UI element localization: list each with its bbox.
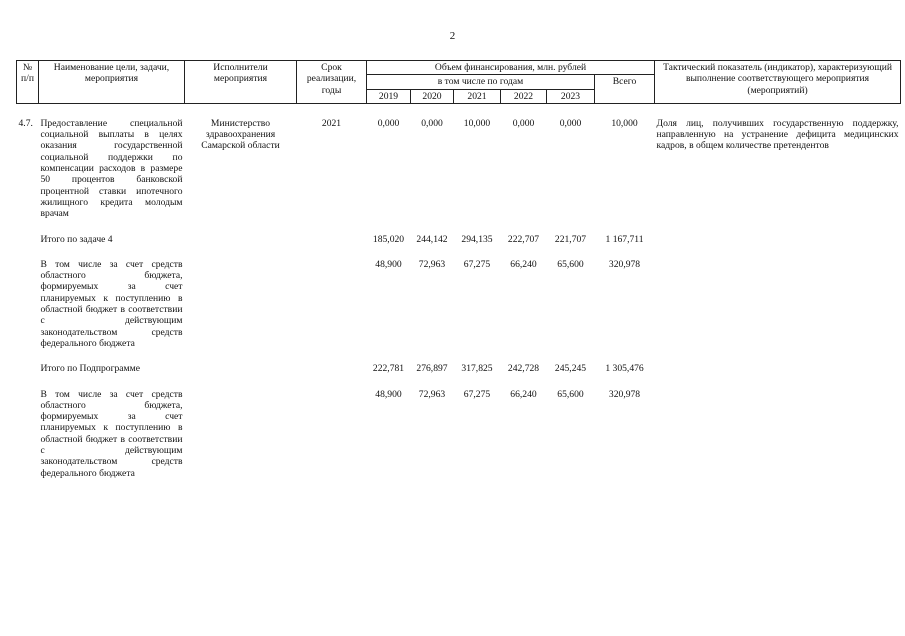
- table-row: [17, 234, 901, 245]
- row-value: 65,600: [557, 258, 584, 270]
- row-num: [17, 234, 39, 245]
- row-value: 245,245: [554, 363, 587, 375]
- row-value: 66,240: [510, 388, 537, 400]
- row-indicator: Доля лиц, получивших государственную поддержку, направленную на устранение дефицита медицинских кадров, в общем количестве претендентов: [656, 117, 899, 152]
- row-num: [17, 363, 39, 374]
- table-row: [17, 118, 901, 220]
- row-num: 4.7.: [18, 117, 33, 129]
- row-total: 1 167,711: [605, 233, 644, 245]
- row-term: 2021: [321, 117, 342, 129]
- row-value: 222,781: [372, 363, 405, 375]
- row-indicator: [655, 234, 901, 245]
- table-header: [17, 61, 901, 104]
- header-year: 2020: [411, 89, 454, 103]
- row-executor: [185, 363, 297, 374]
- row-value: 48,900: [375, 258, 402, 270]
- row-value: 0,000: [512, 117, 535, 129]
- row-num: [17, 259, 39, 349]
- row-value: 185,020: [372, 233, 405, 245]
- table-row: [17, 363, 901, 374]
- row-value: 317,825: [461, 363, 493, 375]
- row-value: 294,135: [461, 233, 493, 245]
- row-value: 244,142: [416, 233, 448, 245]
- row-value: 10,000: [463, 117, 491, 129]
- budget-table: [16, 60, 901, 479]
- header-year: 2019: [367, 89, 411, 103]
- row-term: [297, 234, 367, 245]
- row-executor: [185, 259, 297, 349]
- row-value: 276,897: [416, 363, 448, 375]
- row-term: [297, 259, 367, 349]
- row-indicator: [655, 389, 901, 479]
- row-executor: [185, 389, 297, 479]
- header-term: Срок реализации, годы: [297, 61, 367, 104]
- row-value: 0,000: [559, 117, 582, 129]
- row-value: 0,000: [421, 117, 443, 129]
- row-value: 72,963: [418, 258, 446, 270]
- row-indicator: [655, 363, 901, 374]
- row-name: Итого по задаче 4: [40, 233, 113, 245]
- row-total: 320,978: [608, 388, 641, 400]
- row-value: 222,707: [507, 233, 540, 245]
- header-funding: Объем финансирования, млн. рублей: [367, 61, 655, 75]
- table-row: [17, 259, 901, 349]
- header-indicator: Тактический показатель (индикатор), характеризующий выполнение соответствующего мероприятия (мероприятий): [655, 61, 901, 104]
- row-total: 10,000: [611, 117, 638, 129]
- header-num: № п/п: [17, 61, 39, 104]
- row-name: В том числе за счет средств областного бюджета, формируемых за счет планируемых к поступлению в областной бюджет в соответствии с действующим законодательством средств федерального бюджета: [40, 258, 183, 349]
- row-value: 67,275: [463, 258, 491, 270]
- row-value: 221,707: [554, 233, 587, 245]
- header-executors: Исполнители мероприятия: [185, 61, 297, 104]
- row-value: 242,728: [507, 363, 540, 375]
- row-executor: [185, 234, 297, 245]
- header-name: Наименование цели, задачи, мероприятия: [39, 61, 185, 104]
- header-year: 2021: [454, 89, 501, 103]
- row-name: В том числе за счет средств областного бюджета, формируемых за счет планируемых к поступлению в областной бюджет в соответствии с действующим законодательством средств федерального бюджета: [40, 388, 183, 479]
- row-value: 48,900: [375, 388, 402, 400]
- row-total: 320,978: [608, 258, 641, 270]
- row-num: [17, 389, 39, 479]
- row-name: Предоставление специальной социальной выплаты в целях оказания государственной социальной поддержки по компенсации расходов в размере 50 процентов банковской процентной ставки ипотечного жилищного кредита молодым врачам: [40, 117, 183, 220]
- row-value: 0,000: [377, 117, 400, 129]
- row-executor: Министерство здравоохранения Самарской области: [201, 117, 280, 152]
- row-value: 66,240: [510, 258, 537, 270]
- header-total: Всего: [595, 75, 655, 104]
- row-indicator: [655, 259, 901, 349]
- row-name: Итого по Подпрограмме: [40, 363, 140, 375]
- header-year: 2022: [501, 89, 547, 103]
- header-year: 2023: [547, 89, 595, 103]
- table-row: [17, 389, 901, 479]
- header-by-years: в том числе по годам: [367, 75, 595, 89]
- row-term: [297, 389, 367, 479]
- row-term: [297, 363, 367, 374]
- row-value: 67,275: [463, 388, 491, 400]
- row-total: 1 305,476: [605, 363, 644, 375]
- table-body: [17, 103, 901, 479]
- row-value: 72,963: [418, 388, 446, 400]
- page-number: 2: [449, 30, 456, 42]
- row-value: 65,600: [557, 388, 584, 400]
